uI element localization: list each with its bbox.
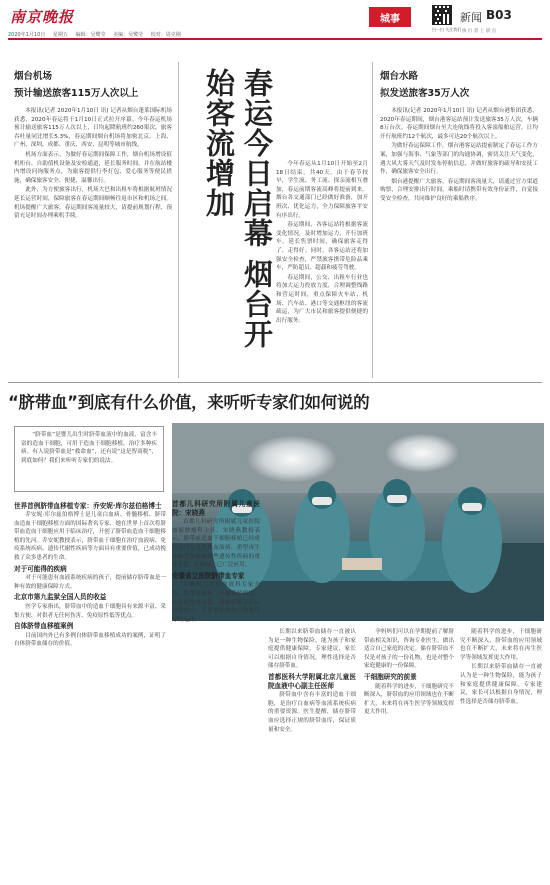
- left-story-para: 本报讯(记者 2020年1月10日 讯) 记者从烟台蓬莱国际机场获悉，2020年春运将于1月10日正式拉开序幕。今年春运机场预计输送旅客115万人次以上，日均起降航班约260架次，旅客吞吐量同比增长5.3%，春运期间烟台机场将加密北京、上海、广州、深圳、成都、重庆、西安、昆明等城市航线。: [14, 108, 172, 149]
- feature-section-title: 世界首例脐带血移植专家：乔安妮·库尔兹伯格博士: [14, 502, 162, 510]
- feature-sub-title: 自体脐带血移植案例: [14, 622, 74, 631]
- qr-code-icon: [432, 5, 452, 25]
- center-story-body: [276, 160, 368, 372]
- feature-sub-body: 对于可能患有血液系统疾病的孩子，提前储存脐带血是一种有效的健康保障方式。: [14, 575, 166, 590]
- feature-intro-box: [14, 426, 164, 492]
- left-story-title: 预计输送旅客115万人次以上: [14, 88, 139, 99]
- masthead-motto: 执 行 者 上 晨 点: [462, 29, 497, 34]
- section-divider: [8, 382, 542, 383]
- feature-col2-section-title: 首都儿科研究所附属儿童医院：宋晓燕: [172, 500, 260, 517]
- feature-col2-sub-title: 安徽省立医院脐带血专家: [172, 571, 245, 580]
- feature-section-body: 乔安妮·库尔兹伯格博士是儿童白血病、骨髓移植、脐带血造血干细胞移植方面的国际著名专家，她在世界上首次将脐带血造血干细胞应用于临床治疗，开创了脐带血造血干细胞移植的先河。乔安妮教授表示，脐带血干细胞在治疗血液病、免疫系统疾病、遗传代谢性疾病等方面具有重要价值，已成功挽救了众多患者的生命。: [14, 512, 166, 561]
- feature-col5-body: 随着科学的进步，干细胞研究不断深入，脐带血的应用领域也在不断扩大，未来将在再生医学等领域发挥更大作用。: [460, 629, 542, 661]
- feature-col3-sub-title: 首都医科大学附属北京儿童医院血液中心副主任医师: [268, 672, 356, 690]
- feature-col4-body: 孕妈妈们可以在孕期提前了解脐带血相关知识，咨询专业医生，做出适合自己家庭的决定。储存脐带血不仅是对孩子的一份礼物，也是对整个家庭健康的一份保障。: [364, 629, 454, 670]
- feature-col-3-body: [268, 628, 356, 876]
- feature-col-3: [268, 628, 356, 878]
- feature-col-1: [14, 498, 166, 878]
- left-story-body: [14, 107, 172, 377]
- center-story-para: 今年春运从1月10日开始至2月18日结束，共40天。由于春节较早，学生流、务工流、探亲流相互叠加，春运前期客流高峰将提前到来。烟台各交通部门已经做好准备，加开班次、优化运力，全力保障旅客平安有序出行。: [276, 161, 368, 219]
- feature-intro: “脐带血”是婴儿出生时脐带血液中的血液，富含丰富的造血干细胞，可用于造血干细胞移植，治疗多种疾病。有人说脐带血是“救命血”，还有说“这是智商税”，到底如何？我们来听听专家们的说法。: [21, 432, 157, 464]
- column-divider: [372, 62, 373, 378]
- feature-col4-sub-title: 干细胞研究的前景: [364, 672, 417, 681]
- feature-col5-body: 长期以来脐带血储存一直被认为是一种生物保险，能为孩子和家庭提供健康保障。专家建议，家长可以根据自身情况，理性选择是否储存脐带血。: [460, 664, 542, 705]
- surgical-lamp: [384, 433, 460, 473]
- section-badge: [369, 7, 411, 27]
- feature-col2-sub-body: 安徽省立医院血液科专家介绍，脐带血移植与骨髓移植相比，具有配型要求低、移植后排异反应轻等优点，对患者来说是一种非常好的选择。: [172, 582, 260, 623]
- feature-col4-sub-body: 随着科学的进步，干细胞研究不断深入，脐带血的应用领域也在不断扩大，未来将在再生医学等领域发挥更大作用。: [364, 683, 454, 716]
- right-story-title: 拟发送旅客35万人次: [380, 88, 470, 99]
- right-story-para: 烟台港提醒广大旅客，春运期间客流量大，请通过官方渠道购票，合理安排出行时间，乘船时请携带有效身份证件，自觉接受安全检查，共同维护良好的乘船秩序。: [380, 178, 538, 202]
- issue-date: 2020年1月10日: [8, 32, 46, 38]
- feature-col3-body: 长期以来脐带血储存一直被认为是一种生物保险，能为孩子和家庭提供健康保障。专家建议，家长可以根据自身情况，理性选择是否储存脐带血。: [268, 629, 356, 670]
- masthead: [0, 0, 550, 52]
- feature-sub-body: 医学专家指出，脐带血中的造血干细胞具有来源丰富、采集方便、对供者无任何伤害、免疫原性低等优点。: [14, 603, 166, 619]
- right-story-para: 本报讯(记者 2020年1月10日 讯) 记者从烟台港集团获悉，2020年春运期间，烟台港客运站预计发送旅客35万人次，车辆8万台次。春运期间烟台至大连航线将投入客滚船舶运营，日均开行航班约12个航次，最多可达20个航次以上。: [380, 108, 538, 140]
- left-story-kicker: 烟台机场: [14, 71, 53, 82]
- feature-col2-body: 首都儿科研究所附属儿童医院血液肿瘤科主任、宋晓燕教授表示，脐带血造血干细胞移植已经成为治疗儿童恶性血液病、重型再生障碍性贫血和某些遗传性疾病的重要手段，在临床上已广泛应用。: [172, 519, 260, 569]
- center-story: [276, 160, 368, 375]
- page-name: 新闻: [460, 11, 482, 24]
- column-divider: [178, 62, 179, 378]
- feature-col-5: [460, 628, 542, 878]
- designer: 美编：吴鹭莹: [113, 32, 144, 38]
- qr-caption: 扫一扫 关注我们: [432, 27, 462, 32]
- section-label: 城事: [380, 13, 400, 25]
- vertical-headline: 春运今日启幕 烟台开始客流增加: [202, 68, 274, 350]
- feature-sub-title: 北京市第九监狱全国人员的收益: [14, 593, 107, 602]
- right-story-body: [380, 107, 538, 377]
- feature-sub-body: 目前国内外已有多例自体脐带血移植成功的案例，证明了自体脐带血储存的价值。: [14, 632, 166, 648]
- surgical-lamp: [246, 435, 338, 483]
- left-story-para: 此外，为方便旅客出行，机场大巴和出租车将根据航班情况延长运营时间，保障旅客在春运期间顺畅往返市区和机场之间。机场提醒广大旅客，春运期间客流量较大，请提前规划行程，预留充足时间办理乘机手续。: [14, 187, 172, 220]
- left-story: [14, 68, 172, 376]
- masthead-meta: [8, 31, 181, 38]
- right-story-kicker: 烟台水路: [380, 71, 419, 82]
- right-story-para: 为做好春运保障工作，烟台港客运站提前制定了春运工作方案，加强与海事、气象等部门的沟通协调，密切关注天气变化，遇大风大雾天气及时发布停航信息，并做好旅客的疏导和安抚工作，确保旅客安全出行。: [380, 143, 538, 176]
- brand-logo: 南京晚报: [10, 8, 75, 26]
- center-story-para: 春运期间，公交、出租车行业也将加大运力投放力度，合理调整线路和营运时间，重点保障火车站、机场、汽车站、港口等交通枢纽的客流疏运，为广大市民和旅客提供便捷的出行服务。: [276, 274, 368, 324]
- feature-headline: “脐带血”到底有什么价值，来听听专家们如何说的: [8, 393, 370, 412]
- feature-col-2: [172, 498, 260, 878]
- feature-col3-sub-body: 脐带血中含有丰富的造血干细胞，是治疗白血病等血液系统疾病的重要资源。医生提醒，储存脐带血应选择正规的脐带血库，保证质量和安全。: [268, 692, 356, 733]
- feature-sub-title: 对于可能得的疾病: [14, 564, 67, 573]
- center-story-para: 春运期间，各客运站将根据客流变化情况，及时增加运力，开行加班车，延长售票时间，确保旅客走得了、走得好。同时，各客运站还将加强安全检查，严禁旅客携带危险品乘车，严防超员、超载和疲劳驾驶。: [276, 222, 368, 272]
- page-number: B03: [486, 8, 512, 22]
- feature-col-2-body: [172, 498, 260, 876]
- right-story: [380, 68, 538, 376]
- feature-col-5-body: [460, 628, 542, 876]
- feature-col-1-body: [14, 511, 166, 871]
- proofreader: 校对：周克刚: [150, 32, 181, 38]
- feature-col-4: [364, 628, 454, 878]
- editor: 编辑：吴鹭莹: [75, 32, 106, 38]
- masthead-divider: [8, 38, 542, 40]
- issue-weekday: 星期五: [52, 32, 68, 38]
- feature-col-4-body: [364, 628, 454, 876]
- left-story-para: 机场方面表示，为做好春运期间保障工作，烟台机场增设值机柜台、自助值机设备及安检通道，延长服务时间，并在航站楼内增设问询服务点，为旅客提供行李打包、爱心服务等便民措施，确保旅客安全、便捷、温馨出行。: [14, 151, 172, 184]
